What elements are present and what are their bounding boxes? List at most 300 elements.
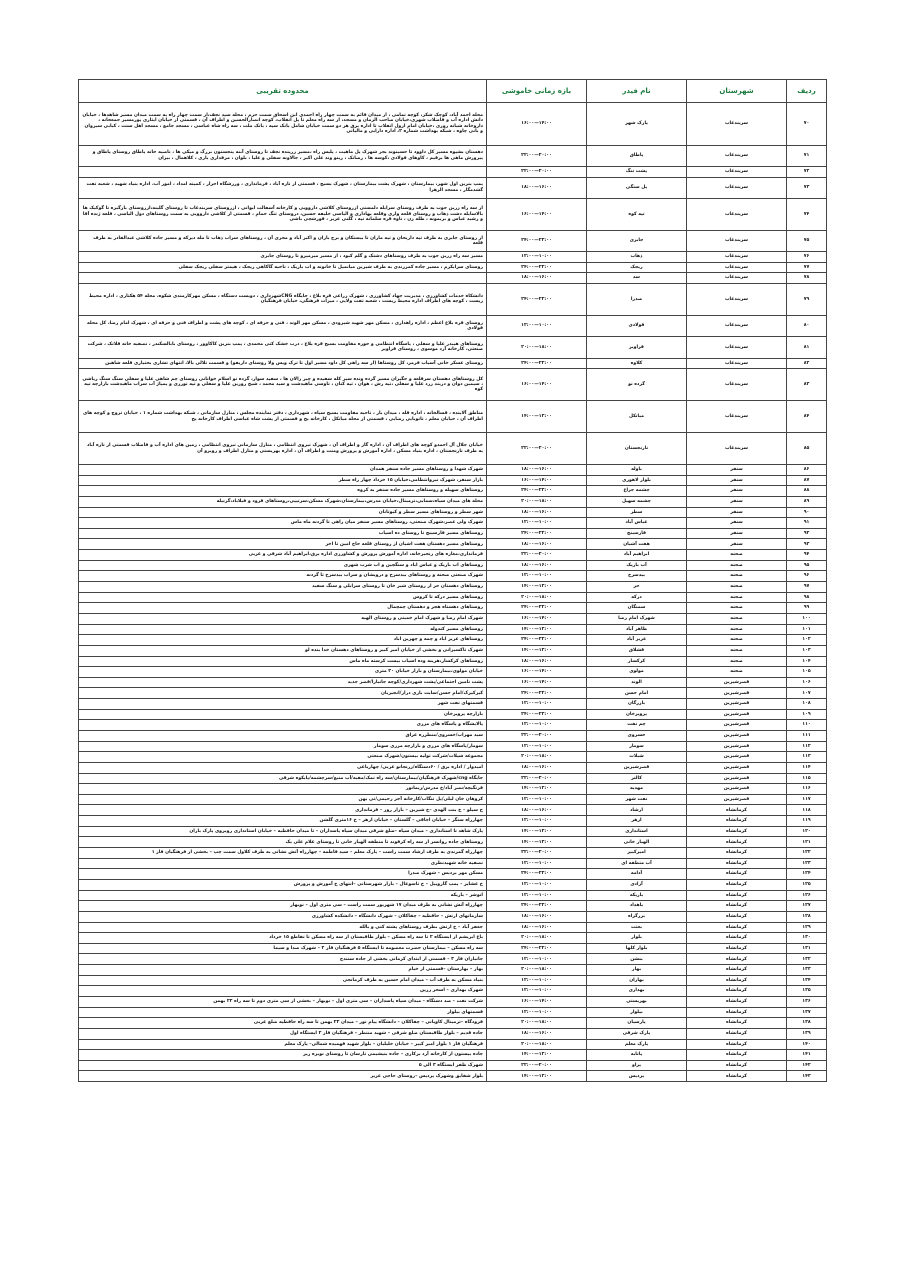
city-cell: قصرشیرین [687,752,787,763]
row-number-cell: ۷۴ [787,198,827,230]
outage-time-cell: ۲۲:۰۰—۲۴:۰۰ [487,262,587,273]
area-cell: محله های میدان سپاه،سمایی،ترمینال،خیابان مدرس،بیمارستان،شهرک مسکن،سرتیپی،روستاهای فرود و فیلاباد،گرنیله [79,496,487,507]
area-cell: از روستای جابری به طرف تپه داریخان و تپه ماران تا بیستکان و برج باران و اکبر آباد و مجری آن ، روستاهای سراب ذهاب تا مله دیرکه و مسیر جاده کلاشی عبدالقادر به طرف قلعه [79,230,487,251]
feeder-cell: بیدسرخ [587,571,687,582]
row-number-cell: ۱۱۶ [787,784,827,795]
outage-time-cell: ۱۶:۰۰—۱۸:۰۰ [487,805,587,816]
row-number-cell: ۸۶ [787,464,827,475]
area-cell: شهرک شهدا و روستاهای مسیر جاده سنقر همدان [79,464,487,475]
table-row [79,656,827,667]
city-cell: کرمانشاه [687,858,787,869]
row-number-cell: ۹۵ [787,560,827,571]
outage-time-cell: ۱۸:۰۰—۲۰:۰۰ [487,965,587,976]
table-row [79,997,827,1008]
area-cell: انوشر – باریکه [79,890,487,901]
outage-time-cell: ۱۲:۰۰—۱۴:۰۰ [487,1071,587,1082]
outage-time-cell: ۱۰:۰۰—۱۲:۰۰ [487,252,587,263]
feeder-cell: الهیار خانی [587,837,687,848]
row-number-cell: ۹۳ [787,539,827,550]
city-cell: کرمانشاه [687,848,787,859]
outage-time-cell: ۲۰:۰۰—۲۲:۰۰ [487,550,587,561]
row-number-cell: ۱۳۸ [787,1018,827,1029]
city-cell: کرمانشاه [687,901,787,912]
area-cell: روستای سرابکرم ، مسیر جاده کمرزندی به طرف شیرین میانمیل تا خانونه و اب بارپک ، ناحیه گاکاهی ریجک ، هیمتر سفلی ریجک سفلی [79,262,487,273]
city-cell: کرمانشاه [687,1007,787,1018]
feeder-cell: آب باریک [587,560,687,571]
feeder-cell: باریکه [587,890,687,901]
row-number-cell: ۸۳ [787,369,827,401]
feeder-cell: امیرکبیر [587,848,687,859]
city-cell: کرمانشاه [687,986,787,997]
area-cell: چهارراه سنگر – خیابان اجاقی – گلستان – خیابان ازهر – خ ۱۶متری گلشن [79,816,487,827]
header-city: شهرستان [687,80,787,103]
row-number-cell: ۱۲۲ [787,848,827,859]
city-cell: سنقر [687,518,787,529]
feeder-cell: آدامه [587,869,687,880]
area-cell: شهر سطر و روستاهای مسیر سطر و کیوتانان [79,507,487,518]
area-cell [79,273,487,284]
area-cell: شهرک تاکسیرانی و بخشی از خیابان امیر کبیر و روستاهای دهستان خدا بنده لو [79,645,487,656]
area-cell: فرمانداری،مغازه های زنجیرخانه، اداره آموزش پرورش و کشاورزی اداره برق،ابراهیم آباد شرقی و غربی [79,550,487,561]
outage-time-cell: ۱۶:۰۰—۱۸:۰۰ [487,656,587,667]
city-cell: صحنه [687,582,787,593]
outage-time-cell: ۱۰:۰۰—۱۲:۰۰ [487,816,587,827]
area-cell: روستاهای اب باریک و عباس اباد و سنگچین و اب شرب شهری [79,560,487,571]
city-cell: سربندغاب [687,358,787,369]
outage-time-cell: ۱۴:۰۰—۱۶:۰۰ [487,475,587,486]
row-number-cell: ۸۴ [787,401,827,433]
area-cell: شهرک بهداری – اسحر زرین [79,986,487,997]
row-number-cell: ۷۱ [787,145,827,166]
area-cell: خ سیلو – خ بنت الهدی –خ شیرین – بازار روز – فرمانداری [79,805,487,816]
outage-time-cell: ۲۲:۰۰—۲۴:۰۰ [487,230,587,251]
feeder-cell: بلوار کلها [587,943,687,954]
feeder-cell: ابراهیم آباد [587,550,687,561]
row-number-cell: ۱۴۰ [787,1039,827,1050]
row-number-cell: ۱۳۵ [787,986,827,997]
outage-time-cell: ۲۰:۰۰—۲۲:۰۰ [487,730,587,741]
table-row [79,283,827,315]
feeder-cell: سومار [587,741,687,752]
table-row [79,401,827,433]
table-row [79,1028,827,1039]
city-cell: صحنه [687,592,787,603]
row-number-cell: ۱۲۶ [787,890,827,901]
city-cell: سربندغاب [687,252,787,263]
table-row [79,433,827,465]
row-number-cell: ۱۱۸ [787,805,827,816]
city-cell: سربندغاب [687,103,787,146]
feeder-cell: پاطاق [587,145,687,166]
area-cell: پالایشگاه و پاسگاه های مرزی [79,720,487,731]
city-cell: سنقر [687,528,787,539]
row-number-cell: ۸۸ [787,486,827,497]
outage-time-cell: ۱۰:۰۰—۱۲:۰۰ [487,890,587,901]
area-cell: سومار/پاسگاه های مرزی و بازارچه مرزی سومار [79,741,487,752]
city-cell: کرمانشاه [687,837,787,848]
table-row [79,550,827,561]
row-number-cell: ۸۹ [787,496,827,507]
outage-time-cell: ۲۲:۰۰—۲۴:۰۰ [487,635,587,646]
feeder-cell: سد [587,273,687,284]
area-cell: روستاهای دهستاه هجر و دهستان چمچمال [79,603,487,614]
city-cell: سنقر [687,475,787,486]
area-cell: فرودگاه –ترمینال کاویانی – چقاکلان – دانشگاه پیام نور – میدان ۲۲ بهمن تا سه راه حافظیه ضلع غربی [79,1018,487,1029]
row-number-cell: ۱۴۱ [787,1050,827,1061]
outage-time-cell: ۱۸:۰۰—۲۰:۰۰ [487,337,587,358]
outage-time-cell: ۱۴:۰۰—۱۶:۰۰ [487,997,587,1008]
city-cell: قصرشیرین [687,741,787,752]
area-cell: قسمتهای نفت شهر [79,699,487,710]
table-row [79,901,827,912]
city-cell: کرمانشاه [687,933,787,944]
table-row [79,252,827,263]
feeder-cell: پاتابه [587,1050,687,1061]
feeder-cell: نفت شهر [587,794,687,805]
row-number-cell: ۹۲ [787,528,827,539]
area-cell: سید مهراب/خسروی/منطزره عراق [79,730,487,741]
area-cell: مسیر سه راه زرین جوب به طرف روستاهای دشتک و گلم کبود ، از مسیر میرمیرو تا روستای جابری [79,252,487,263]
outage-time-cell: ۱۴:۰۰—۱۶:۰۰ [487,198,587,230]
outage-time-cell: ۲۰:۰۰—۲۲:۰۰ [487,773,587,784]
feeder-cell: پردیس [587,1071,687,1082]
area-cell: چهارراه آتش نشانی به طرف میدان ۱۷ شهریور سمت راست – سی متری اول – نوبهار [79,901,487,912]
area-cell: فرهنگیان فاز ۱ بلوار امیر کبیر – خیابان خلیلیان – بلوار شهید فهمیده شمالی– پارک معلم [79,1039,487,1050]
city-cell: کرمانشاه [687,1071,787,1082]
feeder-cell: کرکسار [587,656,687,667]
outage-time-cell: ۱۰:۰۰—۱۲:۰۰ [487,518,587,529]
city-cell: صحنه [687,635,787,646]
city-cell: قصرشیرین [687,773,787,784]
row-number-cell: ۱۳۹ [787,1028,827,1039]
feeder-cell: بزرگراه [587,911,687,922]
table-row [79,613,827,624]
outage-time-cell: ۲۲:۰۰—۲۴:۰۰ [487,358,587,369]
feeder-cell: کلاوه [587,358,687,369]
table-row [79,603,827,614]
area-cell: روستاهای مسیر کندوله [79,624,487,635]
table-row [79,933,827,944]
city-cell: کرمانشاه [687,879,787,890]
outage-time-cell: ۱۰:۰۰—۱۲:۰۰ [487,986,587,997]
outage-time-cell: ۱۸:۰۰—۲۰:۰۰ [487,1039,587,1050]
table-row [79,198,827,230]
city-cell: سنقر [687,486,787,497]
row-number-cell: ۸۰ [787,315,827,336]
city-cell: صحنه [687,645,787,656]
city-cell: کرمانشاه [687,869,787,880]
row-number-cell: ۱۲۷ [787,901,827,912]
city-cell: کرمانشاه [687,890,787,901]
outage-time-cell: ۱۴:۰۰—۱۶:۰۰ [487,677,587,688]
feeder-cell: چشمه جراغ [587,486,687,497]
row-number-cell: ۱۲۰ [787,826,827,837]
outage-time-cell: ۱۲:۰۰—۱۴:۰۰ [487,624,587,635]
area-cell: روستای عسکر خانی آسیاب فرمز، کل روستاها (از سه راهی کل داود مسیر اول تا ترک ویس ولا روستای داریقو) و قسمت تلالی بالا، انتهای تشاری بختیاری قلعه شاهین [79,358,487,369]
outage-time-cell: ۱۶:۰۰—۱۸:۰۰ [487,507,587,518]
area-cell: شهرک امام رضا و شهرک امام خمینی و روستای الهیه [79,613,487,624]
outage-time-cell: ۱۶:۰۰—۱۸:۰۰ [487,539,587,550]
area-cell: سه راه مسکن – بیمارستان حضرت معصومه تا ایستگاه ۵ فرهنگیان فاز ۲ – شهرک صدا و سیما [79,943,487,954]
area-cell: مجموعه شیلات/شرکت تولیه بیستون/شهرک صنعتی [79,752,487,763]
header-feeder: نام فیدر [587,80,687,103]
area-cell: روستاهای کرکسار،هرینه وده اسیاب بیست کرسته ماه ماس [79,656,487,667]
city-cell: کرمانشاه [687,826,787,837]
table-row [79,837,827,848]
row-number-cell: ۷۸ [787,273,827,284]
city-cell: قصرشیرین [687,709,787,720]
area-cell: روستای قره بلاغ اعظم ، اداره راهداری ، مسکن مهر شهید شیرودی ، مسکن مهر الوند ، فنی و حرفه ای ، کوچه های پشت و اطراف فنی و حرفه ای ، شهرک امام رضا، کل محله فولادی [79,315,487,336]
feeder-cell: ارشاد [587,805,687,816]
area-cell: خیابان مولوی،بیمارستان و بازار خیابان ۲۰ متری [79,667,487,678]
table-row [79,869,827,880]
feeder-cell: درکه [587,592,687,603]
outage-time-cell: ۱۰:۰۰—۱۲:۰۰ [487,879,587,890]
outage-schedule-sheet [78,79,826,1082]
feeder-cell: آب منطقه ای [587,858,687,869]
table-row [79,337,827,358]
table-row [79,645,827,656]
table-row [79,166,827,177]
feeder-cell: پارک شهر [587,103,687,146]
outage-time-cell: ۱۸:۰۰—۲۰:۰۰ [487,496,587,507]
row-number-cell: ۸۲ [787,358,827,369]
outage-time-cell: ۲۲:۰۰—۲۴:۰۰ [487,603,587,614]
row-number-cell: ۱۲۹ [787,922,827,933]
area-cell: پارک شاهد تا استانداری – میدان سپاه –ضلع شرقی میدان سپاه پاسداران – تا میدان حافظیه – خیابان استانداری روبروی پارک باران [79,826,487,837]
feeder-cell: سطر [587,507,687,518]
feeder-cell: بیلوار [587,1007,687,1018]
outage-time-cell: ۱۶:۰۰—۱۸:۰۰ [487,911,587,922]
city-cell: قصرشیرین [687,730,787,741]
area-cell: کل روستاهای دهستان سرقلعه و جگیران مسیر گرده ونده سیر کله سفیده و چیر زالان ها ، سفید سوار، گرده نو اسلام خوانانی روستای چم شاهی علیا و سفلی سنگ سنگ ریاشی ، سیمین دوان و دربند زرد علیا و سفلی ،تپه رش ، هوان ، تپه کنان ، تاوسی ماهیدشت و سید محمد ، شیخ روزین علیا و سفلی و تپه نورزی و پمپاژ آب سراب ماهیدشت بازارچه تپه کوه [79,369,487,401]
feeder-cell: خسروی [587,730,687,741]
row-number-cell: ۹۴ [787,550,827,561]
city-cell: سربندغاب [687,177,787,198]
row-number-cell: ۱۱۲ [787,741,827,752]
table-row [79,528,827,539]
feeder-cell: بلوار لاهوری [587,475,687,486]
table-row [79,879,827,890]
table-row [79,741,827,752]
city-cell: کرمانشاه [687,943,787,954]
table-row [79,1060,827,1071]
outage-time-cell: ۱۸:۰۰—۲۰:۰۰ [487,752,587,763]
outage-time-cell: ۲۲:۰۰—۲۴:۰۰ [487,869,587,880]
feeder-cell: پشت تنگ [587,166,687,177]
header-area: محدوده تقریبی [79,80,487,103]
row-number-cell: ۱۰۴ [787,656,827,667]
outage-time-cell: ۲۲:۰۰—۲۴:۰۰ [487,528,587,539]
table-row [79,1071,827,1082]
area-cell: نصفیه خانه شهیدنظری [79,858,487,869]
feeder-cell: بازرگان [587,699,687,710]
area-cell: روستاهای مسیر درکه تا کروس [79,592,487,603]
feeder-cell: چم نفت [587,720,687,731]
feeder-cell: عزیز آباد [587,635,687,646]
row-number-cell: ۱۴۲ [787,1060,827,1071]
table-row [79,464,827,475]
feeder-cell: حر [587,582,687,593]
table-row [79,943,827,954]
outage-time-cell: ۱۴:۰۰—۱۶:۰۰ [487,103,587,146]
outage-time-cell: ۱۶:۰۰—۱۸:۰۰ [487,922,587,933]
row-number-cell: ۷۶ [787,252,827,263]
feeder-cell: امام حسن [587,688,687,699]
feeder-cell: ازهر [587,816,687,827]
feeder-cell: پرویزخان [587,709,687,720]
outage-time-cell: ۱۰:۰۰—۱۲:۰۰ [487,699,587,710]
city-cell: قصرشیرین [687,677,787,688]
table-row [79,677,827,688]
feeder-cell: پارک معلم [587,1039,687,1050]
row-number-cell: ۱۲۴ [787,869,827,880]
feeder-cell: بهزیستی [587,997,687,1008]
city-cell: کرمانشاه [687,975,787,986]
row-number-cell: ۱۰۵ [787,667,827,678]
city-cell: سربندغاب [687,369,787,401]
table-row [79,1039,827,1050]
table-row [79,624,827,635]
row-number-cell: ۱۳۷ [787,1007,827,1018]
table-row [79,1007,827,1018]
feeder-cell: عباس آباد [587,518,687,529]
city-cell: صحنه [687,613,787,624]
feeder-cell: گرده نو [587,369,687,401]
table-row [79,975,827,986]
row-number-cell: ۱۰۰ [787,613,827,624]
outage-time-cell: ۱۶:۰۰—۱۸:۰۰ [487,464,587,475]
city-cell: کرمانشاه [687,911,787,922]
city-cell: کرمانشاه [687,805,787,816]
area-cell: دهستان بشیوه مسیر کل داوود تا حسینوند بجز شهرک پل ماهیت ، پلیس راه ،مسیر زرینده نجف تا روستای آبنه پنجستون بزرگ و میکی ها ، ناصیه خانه پاطاق روستای پاطاق و پیرورش ماهی ها برقیم ، کاوهای فولادی ،کوسه ها ، رضانک ، زینو وند علی اکبر ، جالاونه سفلی و علیا ، بلوان ، مرفداری یاری ، کلاهمال ، بیران [79,145,487,166]
table-row [79,177,827,198]
area-cell: خ عشایر – پمپ گازوییل – خ تاسوعال – بازار شهرستانی –انتهای خ آموزش و پرورش [79,879,487,890]
table-row [79,635,827,646]
row-number-cell: ۸۵ [787,433,827,465]
outage-time-cell: ۲۲:۰۰—۲۴:۰۰ [487,709,587,720]
outage-time-cell: ۲۰:۰۰—۲۲:۰۰ [487,145,587,166]
feeder-cell: الوند [587,677,687,688]
city-cell: کرمانشاه [687,816,787,827]
outage-time-cell: ۱۲:۰۰—۱۴:۰۰ [487,645,587,656]
area-cell: امیدوار / اداره برق / ۶۰دستگاه/زرنجانو غربی/ چهارباغی [79,762,487,773]
outage-time-cell: ۱۰:۰۰—۱۲:۰۰ [487,794,587,805]
city-cell: سربندغاب [687,166,787,177]
row-number-cell: ۷۰ [787,103,827,146]
city-cell: صحنه [687,550,787,561]
city-cell: صحنه [687,667,787,678]
outage-time-cell: ۱۴:۰۰—۱۶:۰۰ [487,369,587,401]
feeder-cell: باوله [587,464,687,475]
city-cell: سربندغاب [687,337,787,358]
feeder-cell: صدرا [587,283,687,315]
city-cell: سربندغاب [687,315,787,336]
row-number-cell: ۱۲۵ [787,879,827,890]
outage-time-cell: ۲۲:۰۰—۲۴:۰۰ [487,688,587,699]
city-cell: سنقر [687,464,787,475]
table-row [79,1050,827,1061]
outage-time-cell: ۱۰:۰۰—۱۲:۰۰ [487,1007,587,1018]
city-cell: سربندغاب [687,283,787,315]
row-number-cell: ۱۳۲ [787,954,827,965]
area-cell: بهار – بهارستان –قسمتی از خیام [79,965,487,976]
row-number-cell: ۱۱۱ [787,730,827,741]
feeder-cell: فولادی [587,315,687,336]
city-cell: سربندغاب [687,145,787,166]
row-number-cell: ۱۰۹ [787,709,827,720]
outage-time-cell: ۲۲:۰۰—۲۴:۰۰ [487,283,587,315]
feeder-cell: سمنگان [587,603,687,614]
area-cell: روستاهای هیبدر علیا و سفلی ، پاسگاه انتظامی و حوزه مقاومت بسیج قره بلاغ ، درب خشک کنی محمدی ، پمپ بنزین کاکاوور ، روستای بابالسکندر ، نصفیه خانه قلاتک ، شرکت صنعتی، کارخانه آرد موسوی ، روستای قراویز [79,337,487,358]
table-row [79,784,827,795]
row-number-cell: ۱۳۶ [787,997,827,1008]
table-row [79,667,827,678]
row-number-cell: ۹۸ [787,592,827,603]
area-cell: روستاهای سهیله و روستاهای مسیر جاده سنقر به کروه [79,486,487,497]
row-number-cell: ۹۶ [787,571,827,582]
area-cell: دانشکاه خدمات کشاورزی ، مدیریت جهاد کشاورزی ، شهرک زراعی قره بلاغ ، جایگاه CNGشهرداری ، دویست دستگاه ، مسکن مهرکارمندی شکوه، محله ۵۴ هکتاری ، اداره محیط زیست ، کوچه های اطراف اداره محیط زیست ، شعبه تفت ولایی ، میراث فرهنگی، خیابان فرهنگیان [79,283,487,315]
feeder-cell: پراو [587,1060,687,1071]
area-cell: بنیاد مسکن به طرف آب – میدان امام حسین به طرف کرمانجی [79,975,487,986]
feeder-cell: قصرشیرین [587,762,687,773]
table-row [79,571,827,582]
outage-time-cell: ۲۲:۰۰—۲۴:۰۰ [487,486,587,497]
city-cell: کرمانشاه [687,1028,787,1039]
row-number-cell: ۱۰۲ [787,635,827,646]
area-cell: بلوار شقایق وشهرک پردیس –روستای حاجی عزیز [79,1071,487,1082]
row-number-cell: ۷۹ [787,283,827,315]
outage-time-cell: ۱۲:۰۰—۱۴:۰۰ [487,401,587,433]
row-number-cell: ۸۷ [787,475,827,486]
row-number-cell: ۱۱۰ [787,720,827,731]
city-cell: سنقر [687,539,787,550]
feeder-cell: ذهاب [587,252,687,263]
row-number-cell: ۱۳۳ [787,965,827,976]
area-cell: سازمانهای ارتش – حافظیه – چقاکلان – شهرک دانشگاه – دانشکده کشاورزی [79,911,487,922]
row-number-cell: ۱۱۷ [787,794,827,805]
city-cell: صحنه [687,560,787,571]
table-row [79,475,827,486]
city-cell: صحنه [687,624,787,635]
table-row [79,890,827,901]
outage-time-cell: ۱۸:۰۰—۲۰:۰۰ [487,592,587,603]
outage-time-cell: ۱۲:۰۰—۱۴:۰۰ [487,784,587,795]
area-cell: از سه راه زرین جوب به طرف روستای سرابله دلمستی ازروستای کلاشی داروویی و کارخانه آسفالت ایوانی ، ازروستای سربندغاب تا روستای گلینه،ازروستای بازگیره تا گوکیک ها بالاسایله دشت ذهاب و روستای قلعه واری وقلعه بهاداری و الیاسی خلیفه حسین، دروستای تنگ حمام ، قسمتی از کلاشی داروویی به سمت روستاهای دول الیاسی ، قلعه ژنده آقا و رشید عباس و بربمونه ، طله زن ، ناوه قره سلمانه تپه ، گلنی عزیز ، قورشچی باشی [79,198,487,230]
row-number-cell: ۱۳۰ [787,933,827,944]
feeder-cell: چشمه سهیل [587,496,687,507]
table-body [79,103,827,1082]
city-cell: کرمانشاه [687,965,787,976]
feeder-cell: بنشن [587,954,687,965]
row-number-cell: ۷۲ [787,166,827,177]
area-cell: کیرکیرک/امام حسن/سایت بازی دراز/انجیربان [79,688,487,699]
outage-time-cell: ۱۲:۰۰—۱۴:۰۰ [487,582,587,593]
table-row [79,709,827,720]
city-cell: قصرشیرین [687,794,787,805]
area-cell: شرکت نفت – صد دستگاه – میدان سپاه پاسداران – سی متری اول – نوبهار – بخشی از سی متری دوم تا سه راه ۲۲ بهمن [79,997,487,1008]
area-cell: روستاهای مسیر دهستان هفت اشیان از روستای قلعه حاج امین تا اخر [79,539,487,550]
city-cell: سنقر [687,496,787,507]
city-cell: کرمانشاه [687,997,787,1008]
area-cell: خیابان جلال آل احمدو کوچه های اطراف آن ، اداره گاز و اطراف آن ، شهرک نیروی انتظامی ، منازل سازمانی نیروی انتظامی ، زمین های اداره آب و فاضلاب قسمتی از تازه آباد به طرف نارنجستان ، اداره بنیاد مسکن ، اداره آموزش و پرورش ومنت و اطراف آن ، اداره بهزیستی و منازل اطراف و روبرو آن [79,433,487,465]
table-row [79,369,827,401]
row-number-cell: ۸۱ [787,337,827,358]
table-row [79,699,827,710]
outage-time-cell: ۱۰:۰۰—۱۲:۰۰ [487,741,587,752]
table-row [79,539,827,550]
table-row [79,816,827,827]
